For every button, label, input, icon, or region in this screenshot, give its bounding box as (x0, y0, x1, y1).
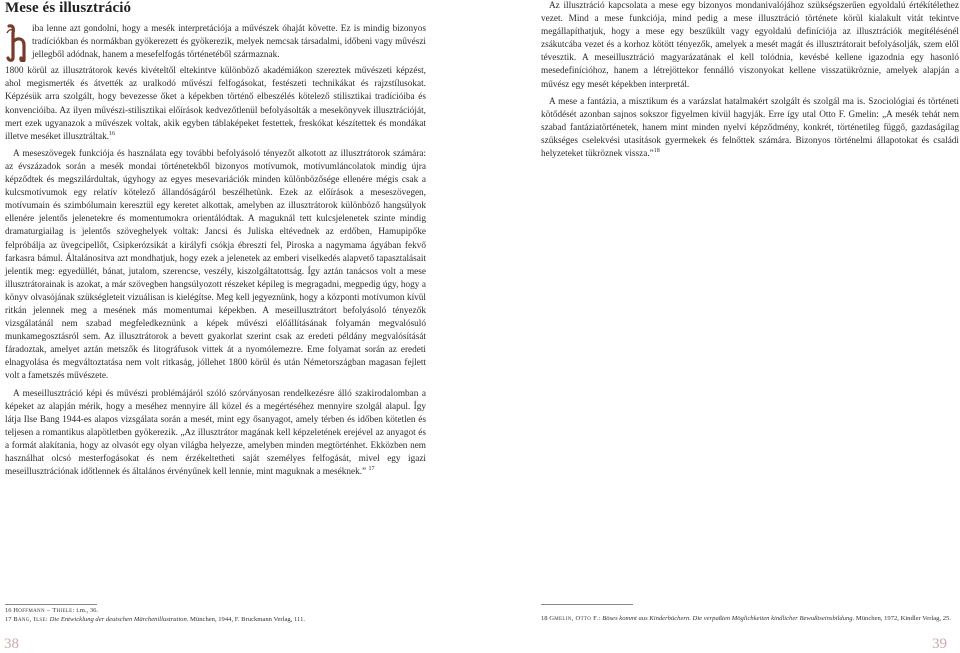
body-paragraph-3-text: A meseillusztráció képi és művészi problémájáról szóló szórványosan rendelkezésre álló szakirodalomban a képeket az alapján mérik, hogy a meséhez mennyire áll közel és a megértéséhez mennyire szolgál alapul. Így látja Ilse Bang 1944-es alapos vizsgálata során a mesét, mint egy ősanyagot, amely térben és időben kötetlen és teljesen a romantikus alapötletben gyökerezik. „Az illusztrátor magának kell képzeletének erejével az anyagot és a formát alakítania, hogy az olvasót egy olyan világba helyezze, amelyben minden megtörténhet. Ekközben nem használhat olcsó mesterfogásokat és nem érzékeltetheti saját személyes felfogását, mivel egy igazi meseillusztrációnak időtlennek és általános érvényűnek kell lennie, mint maguknak a meséknek.” (5, 388, 426, 478)
page-number-left: 38 (4, 636, 19, 652)
footnote-18 (541, 614, 959, 623)
footnote-17 (5, 615, 426, 624)
body-paragraph-1 (5, 65, 426, 144)
footnote-number: 17 (5, 616, 12, 623)
right-paragraph-2-text: A mese a fantázia, a misztikum és a varázslat hatalmakért szolgált és szolgál ma is. Szociológiai és történeti kötődését azonban sajnos sokszor figyelmen kívül hagyják. Erre így utal Otto F. Gmelin: „A mesék tehát nem szabad fantáziatörténetek, hanem mint minden nyelvi képződmény, konkrét, történetileg függő, gazdaságilag szükséges cselekvési utasítások gyermekek és felnőttek számára. Bizonyos történelmi állapotokat és családi helyzeteket tükröznek vissza.” (541, 96, 959, 160)
footnote-number: 16 (5, 607, 12, 614)
body-paragraph-1-text: 1800 körül az illusztrátorok kevés kivételtől eltekintve különböző akadémiákon szereztek művészeti képzést, ahol megismerték és átvették az uralkodó művészi felfogásokat, festészeti technikákat és rajzstílusokat. Képzésük arra szolgált, hogy bevezesse őket a képekben történő elbeszélés kötelező stilisztikai tradícióiba és konvencióiba. Az ilyen művészi-stilisztikai előírások kedvezőtlenül befolyásolták a mesekönyvek illusztrációját, mert ezek ugyanazok a művészek voltak, akik egyben táblaképeket festettek, freskókat készítettek és mondákat illetve meséket illusztráltak. (5, 66, 426, 142)
right-footnotes (541, 614, 959, 623)
footnote-divider (5, 604, 97, 605)
footnote-detail: München, 1944, F. Bruckmann Verlag, 111. (188, 616, 306, 623)
footnote-author: Gmelin, Otto F.: (549, 615, 601, 622)
footnote-ref-16[interactable]: 16 (109, 130, 116, 137)
footnote-title: Die Entwicklung der deutschen Märchenillustration. (49, 616, 189, 623)
dropcap-h-icon (5, 24, 28, 62)
footnote-author: Bang, Ilse: (13, 616, 48, 623)
dropcap-ornament (5, 24, 28, 62)
body-paragraph-2: A meseszövegek funkciója és használata egy további befolyásoló tényezőt alkotott az illusztrátorok számára: az évszázadok során a mesék mondai történetekből bizonyos motívumok, motívumláncolatok mindig újra képződtek és megszilárdultak, úgyhogy az egyes mesevariációk minden különbözősége ellenére mégis csak a kulcsmotívumok egy relatív kötelező állandóságáról beszélhetünk. Ezek az előírások a meseszövegen, motívumain és szimbólumain keresztül egy keretet alkottak, amelyben az illusztrátorok különböző hangsúlyok ellenére jelentős jelenetekre és momentumokra orientálódtak. A maguknál tett kulcsjelenetek szinte mindig dramaturgiailag is jelentős szöveghelyek voltak: Jancsi és Juliska eltévednek az erdőben, Hamupipőke felpróbálja az üvegcipellőt, Csipkerózsikát a királyfi csókja ébreszti fel, Piroska a nagymama ágyában fekvő farkasra bámul. Általánosítva azt mondhatjuk, hogy ezek a jelenetek az emberi viselkedés alapvető tapasztalásait jelentik meg: egyedüllét, bánat, jutalom, szerencse, veszély, kiszolgáltatottság. Így aztán tanácsos volt a mese illusztrátorainak is azokat, a már szövegben hangsúlyozott részeket képileg is megragadni, megpedig úgy, hogy a könyv olvasójának szükségleteit vizuálisan is kielégítse. Meg kell jegyeznünk, hogy a központi motívumon kívül ritkán jelennek meg a mesének más momentumai képekben. A meseillusztrátort befolyásoló tényezők vizsgálatánál nem szabad megfeledkeznünk a képek művészi előállításának folyamán megvalósuló munkamegosztásról sem. Az illusztrátorok a bevett gyakorlat szerint csak az eredeti példány megvalósítását fáradoztak, amelyet aztán metszők és litográfusok vittek át a nyomólemezre. Eme folyamat során az eredeti elnagyolása és megváltoztatása nem volt ritkaság, jóllehet 1800 körül és után Németországban magasan fejlett volt a fametszés művészete. (5, 148, 426, 382)
left-footnotes (5, 606, 426, 624)
footnote-ref-18[interactable]: 18 (653, 147, 660, 154)
footnote-title: Böses kommt aus Kinderbüchern. Die verpaßten Möglichkeiten kindlicher Bewußtseinsbildung. (602, 615, 855, 622)
right-text-column (541, 0, 959, 161)
footnote-author: Hoffmann – Thiele: (13, 607, 75, 614)
chapter-heading: Mese és illusztráció (5, 0, 132, 16)
footnote-16 (5, 606, 426, 615)
left-text-column (5, 23, 426, 479)
body-paragraph-3 (5, 388, 426, 480)
right-page (480, 0, 960, 652)
footnote-detail: München, 1972, Kindler Verlag, 25. (854, 615, 952, 622)
footnote-ref-17[interactable]: 17 (368, 466, 375, 473)
page-number-right: 39 (932, 636, 947, 652)
footnote-number: 18 (541, 615, 548, 622)
right-paragraph-2 (541, 96, 959, 161)
right-paragraph-1: Az illusztráció kapcsolata a mese egy bizonyos mondanivalójához szükségszerűen egyoldalú értékítélethez vezet. Mind a mese funkciója, mind pedig a mese illusztráció története körül kialakult vitát tekintve megállapíthatjuk, hogy a mese egy beszűkült vagy egyoldalú definíciója az illusztrációk megítélésénél zsákutcába vezet és a korhoz kötött tényezők, amelyek a mesét magát és illusztrátorait befolyásolják, szem elől tévesztik. A meseillusztráció magyarázatának el kell tolódnia, kevésbé kellene igazodnia egy hasonló mesedefinícióhoz, hanem a létrejöttekor fennálló viszonyokat kellene visszatükröznie, amelyek alapján a művész egy mesét képekben interpretál. (541, 1, 959, 90)
intro-paragraph (5, 23, 426, 62)
footnote-divider (541, 604, 633, 605)
intro-text: iba lenne azt gondolni, hogy a mesék interpretációja a művészek óhaját követte. Ez is mindig bizonyos tradíciókban és normákban gyökerezett és gyökerezik, melyek nemcsak társadalmi, időbeni vagy művészi jellegből adódnak, hanem a mesefelfogás történetéből származnak. (32, 24, 426, 61)
footnote-detail: i.m., 36. (74, 607, 99, 614)
left-page (0, 0, 480, 652)
